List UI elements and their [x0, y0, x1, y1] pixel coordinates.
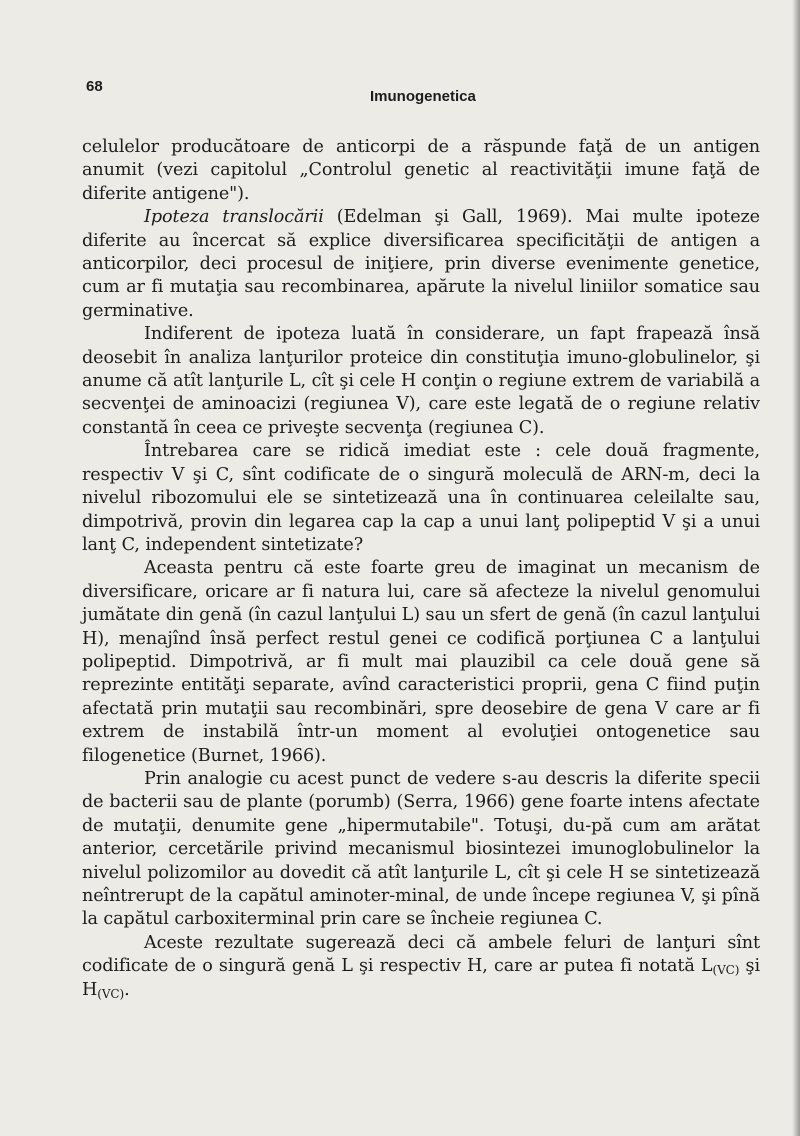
- paragraph-7-mid: şi H: [82, 956, 760, 1000]
- paragraph-7-end: .: [124, 979, 130, 1000]
- subscript-h-vc: (VC): [97, 986, 125, 1001]
- paragraph-7: [82, 932, 760, 1002]
- paragraph-1: celulelor producătoare de anticorpi de a răspunde faţă de un antigen anumit (vezi capitolul „Controlul genetic al reactivităţii imune faţă de diferite antigene").: [82, 137, 760, 204]
- body-text: [82, 136, 760, 1002]
- subscript-l-vc: (VC): [712, 963, 740, 978]
- paragraph-7-text: Aceste rezultate sugerează deci că ambele feluri de lanţuri sînt codificate de o singură genă L şi respectiv H, care ar putea fi notată L: [82, 932, 760, 977]
- paragraph-5: Aceasta pentru că este foarte greu de imaginat un mecanism de diversificare, oricare ar fi natura lui, care să afecteze la nivelul genomului jumătate din genă (în cazul lanţului L) sau un sfert de genă (în cazul lanţului H), menajînd însă perfect restul genei ce codifică porţiunea C a lanţului polipeptid. Dimpotrivă, ar fi mult mai plauzibil ca cele două gene să reprezinte entităţi separate, avînd caracteristici proprii, gena C fiind puţin afectată prin mutaţii sau recombinări, spre deosebire de gena V care ar fi extrem de instabilă într-un moment al evoluţiei ontogenetice sau filogenetice (Burnet, 1966).: [82, 558, 760, 766]
- paragraph-3: Indiferent de ipoteza luată în considerare, un fapt frapează însă deosebit în analiza lanţurilor proteice din constituţia imuno-globulinelor, şi anume că atît lanţurile L, cît şi cele H conţin o regiune extrem de variabilă a secvenţei de aminoacizi (regiunea V), care este legată de o regiune relativ constantă în ceea ce priveşte secvenţa (regiunea C).: [82, 324, 760, 438]
- page-edge-shadow: [792, 0, 800, 1136]
- paragraph-2: [82, 206, 760, 323]
- paragraph-4: Întrebarea care se ridică imediat este : cele două fragmente, respectiv V şi C, sînt codificate de o singură moleculă de ARN-m, deci la nivelul ribozomului ele se sintetizează una în continuarea celeilalte sau, dimpotrivă, provin din legarea cap la cap a unui lanţ polipeptid V şi a unui lanţ C, independent sintetizate?: [82, 441, 760, 555]
- page-number: 68: [86, 78, 103, 95]
- paragraph-2-text: (Edelman şi Gall, 1969). Mai multe ipoteze diferite au încercat să explice diversificarea specificităţii de antigen a anticorpilor, deci procesul de iniţiere, prin diverse evenimente genetice, cum ar fi mutaţia sau recombinarea, apărute la nivelul liniilor somatice sau germinative.: [82, 207, 760, 321]
- running-head-title: Imunogenetica: [370, 88, 476, 105]
- paragraph-2-lead-italic: Ipoteza translocării: [144, 207, 324, 228]
- paragraph-6: Prin analogie cu acest punct de vedere s-au descris la diferite specii de bacterii sau de plante (porumb) (Serra, 1966) gene foarte intens afectate de mutaţii, denumite gene „hipermutabile". Totuşi, du-pă cum am arătat anterior, cercetările privind mecanismul biosintezei imunoglobulinelor la nivelul polizomilor au dovedit că atît lanţurile L, cît şi cele H se sintetizează neîntrerupt de la capătul aminoter-minal, de unde începe regiunea V, şi pînă la capătul carboxiterminal prin care se încheie regiunea C.: [82, 768, 760, 930]
